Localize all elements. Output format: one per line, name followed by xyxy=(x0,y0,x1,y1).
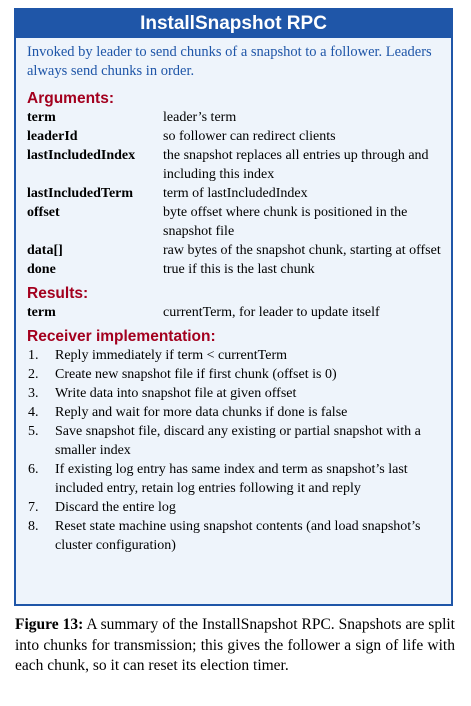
argument-name: offset xyxy=(27,205,60,220)
argument-name: lastIncludedTerm xyxy=(27,186,134,201)
step-text: Reset state machine using snapshot contents (and load snapshot’s cluster configuration) xyxy=(55,519,421,553)
argument-desc: raw bytes of the snapshot chunk, starting at offset xyxy=(163,243,441,258)
argument-desc: true if this is the last chunk xyxy=(163,262,315,277)
rpc-summary-box xyxy=(14,8,453,606)
step-number: 6. xyxy=(28,462,39,477)
step-text: Discard the entire log xyxy=(55,500,176,515)
argument-desc: term of lastIncludedIndex xyxy=(163,186,308,201)
receiver-step xyxy=(28,422,445,460)
step-number: 4. xyxy=(28,405,39,420)
step-number: 7. xyxy=(28,500,39,515)
argument-row xyxy=(16,127,451,146)
result-name: term xyxy=(27,305,56,320)
receiver-step xyxy=(28,403,445,422)
argument-row xyxy=(16,146,451,184)
results-list xyxy=(16,303,451,322)
argument-row xyxy=(16,203,451,241)
argument-name: done xyxy=(27,262,56,277)
results-heading: Results: xyxy=(27,285,89,302)
step-number: 2. xyxy=(28,367,39,382)
step-number: 1. xyxy=(28,348,39,363)
box-intro: Invoked by leader to send chunks of a snapshot to a follower. Leaders always send chunks in order. xyxy=(27,44,432,79)
step-text: Save snapshot file, discard any existing or partial snapshot with a smaller index xyxy=(55,424,421,458)
box-title: InstallSnapshot RPC xyxy=(16,10,451,38)
receiver-step xyxy=(28,460,445,498)
argument-name: leaderId xyxy=(27,129,78,144)
step-text: Reply and wait for more data chunks if done is false xyxy=(55,405,348,420)
argument-desc: byte offset where chunk is positioned in the snapshot file xyxy=(163,205,408,239)
argument-name: data[] xyxy=(27,243,63,258)
receiver-step xyxy=(28,365,445,384)
step-text: Create new snapshot file if first chunk (offset is 0) xyxy=(55,367,337,382)
arguments-heading: Arguments: xyxy=(27,90,114,107)
step-number: 8. xyxy=(28,519,39,534)
argument-row xyxy=(16,108,451,127)
step-text: Reply immediately if term < currentTerm xyxy=(55,348,288,363)
caption-text: A summary of the InstallSnapshot RPC. Snapshots are split into chunks for transmission; this gives the follower a sign of life with each chunk, so it can reset its election timer. xyxy=(15,616,455,674)
result-desc: currentTerm, for leader to update itself xyxy=(163,305,380,320)
step-number: 5. xyxy=(28,424,39,439)
result-row xyxy=(16,303,451,322)
argument-desc: the snapshot replaces all entries up through and including this index xyxy=(163,148,429,182)
argument-desc: so follower can redirect clients xyxy=(163,129,336,144)
arguments-list xyxy=(16,108,451,279)
receiver-step xyxy=(28,346,445,365)
receiver-step xyxy=(28,517,445,555)
step-number: 3. xyxy=(28,386,39,401)
argument-row xyxy=(16,184,451,203)
receiver-step xyxy=(28,384,445,403)
receiver-step xyxy=(28,498,445,517)
argument-row xyxy=(16,241,451,260)
argument-name: lastIncludedIndex xyxy=(27,148,136,163)
caption-label: Figure 13: xyxy=(15,616,84,633)
argument-name: term xyxy=(27,110,56,125)
step-text: Write data into snapshot file at given offset xyxy=(55,386,297,401)
argument-row xyxy=(16,260,451,279)
step-text: If existing log entry has same index and term as snapshot’s last included entry, retain log entries following it and reply xyxy=(55,462,408,496)
receiver-heading: Receiver implementation: xyxy=(27,328,216,345)
figure-caption xyxy=(15,615,455,677)
receiver-steps xyxy=(16,346,451,555)
argument-desc: leader’s term xyxy=(163,110,237,125)
